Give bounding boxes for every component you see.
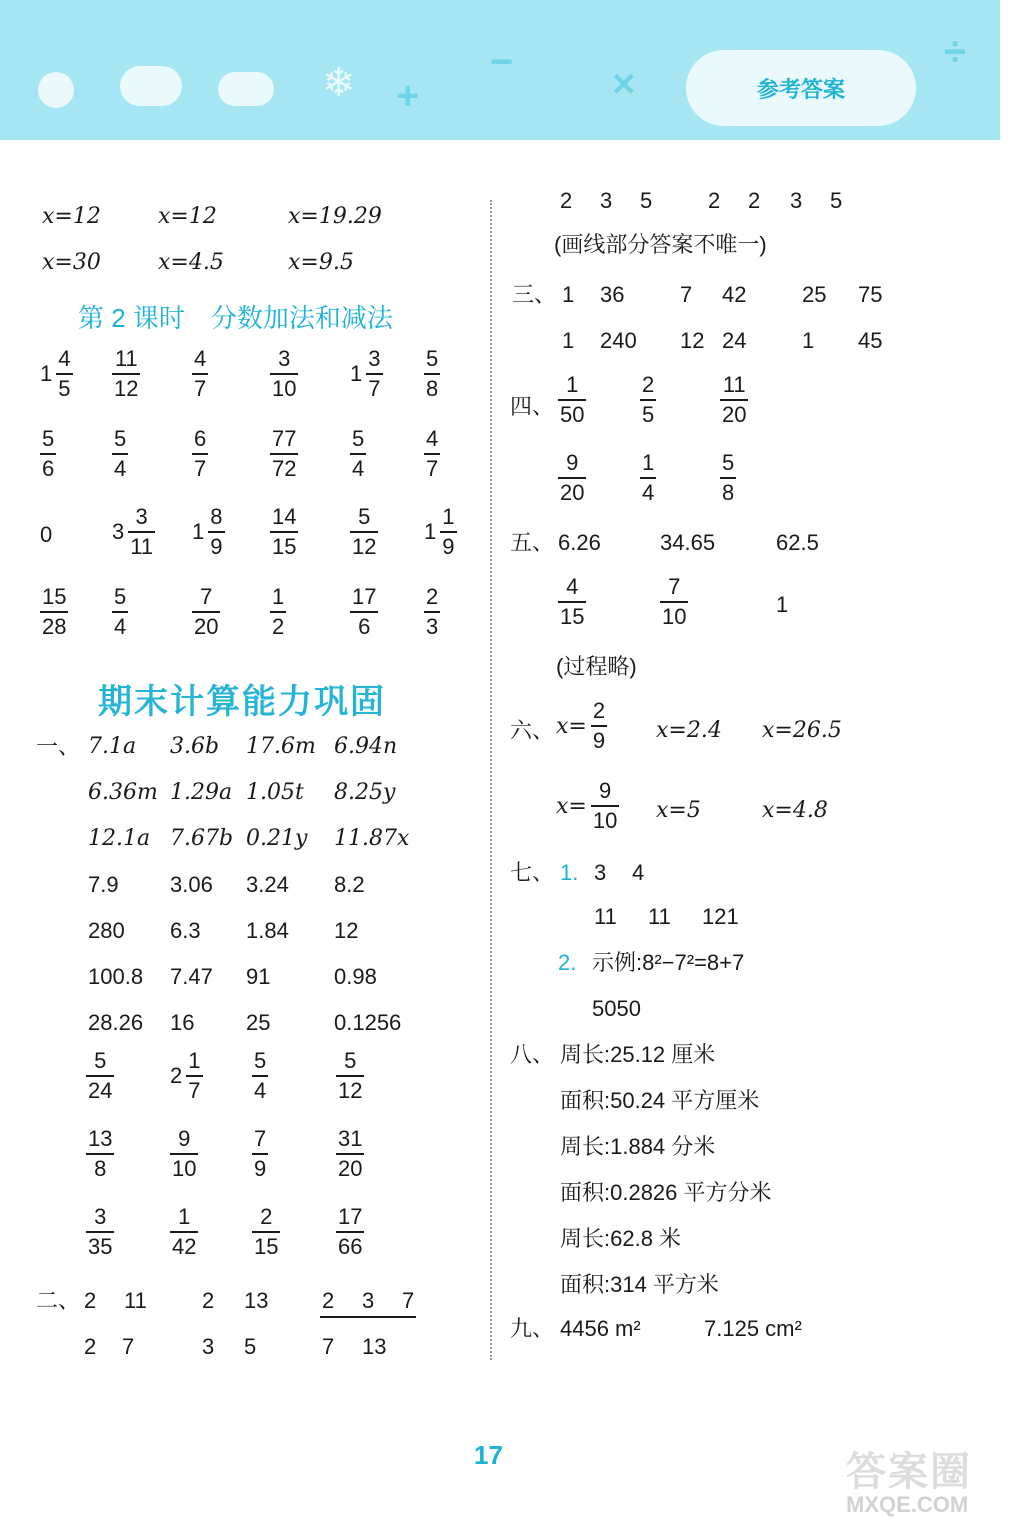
fraction <box>170 1206 198 1258</box>
equation-answer: x=19.29 <box>288 204 382 229</box>
cloud-icon <box>120 66 182 106</box>
answer-value: 7 <box>402 1288 415 1313</box>
numerator: 3 <box>368 346 381 371</box>
answer-value: 1.29a <box>170 780 233 805</box>
numerator: 5 <box>42 426 55 451</box>
fraction <box>252 1050 268 1102</box>
numerator: 8 <box>210 504 223 529</box>
denominator: 15 <box>270 531 298 558</box>
denominator: 9 <box>252 1153 268 1180</box>
answer-value: 100.8 <box>88 964 144 989</box>
fraction <box>128 506 155 558</box>
answer-value: 2 <box>560 188 573 213</box>
denominator: 4 <box>640 477 656 504</box>
numerator: 7 <box>254 1126 267 1151</box>
answer-value: 3.06 <box>170 872 213 897</box>
numerator: 4 <box>426 426 439 451</box>
item-number: 2. <box>558 950 577 975</box>
denominator: 10 <box>660 601 688 628</box>
denominator: 28 <box>40 611 68 638</box>
fraction <box>558 576 586 628</box>
numerator: 2 <box>592 698 606 723</box>
answer-value: 7.67b <box>170 826 234 851</box>
numerator: 2 <box>260 1204 273 1229</box>
equation-answer: x=4.8 <box>762 798 828 823</box>
answer-value: 12 <box>334 918 359 943</box>
numerator: 9 <box>598 778 612 803</box>
fraction <box>350 586 378 638</box>
answer-value: 3.6b <box>170 734 220 759</box>
answer-value: 2 <box>84 1334 97 1359</box>
answer-value: 240 <box>600 328 637 353</box>
fraction <box>270 348 298 400</box>
denominator: 9 <box>591 725 607 752</box>
equation-answer: x=2.4 <box>656 718 722 743</box>
item-number: 1. <box>560 860 579 885</box>
answer-value: 121 <box>702 904 739 929</box>
minus-icon: − <box>490 40 514 84</box>
mixed-number <box>424 506 457 558</box>
whole-part: 1 <box>350 361 363 386</box>
answer-value: 1 <box>776 592 789 617</box>
answer-value: 7.1a <box>88 734 137 759</box>
answer-value: 13 <box>244 1288 269 1313</box>
numerator: 1 <box>188 1048 201 1073</box>
fraction <box>336 1206 364 1258</box>
section-label: 一、 <box>36 734 81 759</box>
sun-icon <box>38 72 74 108</box>
fraction <box>660 576 688 628</box>
fraction <box>192 586 220 638</box>
answer-value: 5 <box>640 188 653 213</box>
area-answer: 7.125 cm² <box>704 1316 802 1341</box>
denominator: 7 <box>424 453 440 480</box>
answer-value: 6.94n <box>334 734 398 759</box>
whole-part: 2 <box>170 1063 183 1088</box>
equation-answer: x=12 <box>158 204 217 229</box>
answer-value: 1.05t <box>246 780 304 805</box>
denominator: 5 <box>640 399 656 426</box>
denominator: 7 <box>192 453 208 480</box>
fraction <box>40 428 56 480</box>
denominator: 11 <box>128 531 155 558</box>
answer-value: 75 <box>858 282 883 307</box>
numerator: 2 <box>642 372 655 397</box>
fraction <box>440 506 456 558</box>
note: (画线部分答案不唯一) <box>554 232 767 257</box>
fraction <box>336 1128 364 1180</box>
numerator: 5 <box>254 1048 267 1073</box>
numerator: 15 <box>42 584 67 609</box>
equation-prefix: x= <box>556 793 587 819</box>
answer-value: 2 <box>84 1288 97 1313</box>
answer-value: 25 <box>802 282 827 307</box>
section-label: 九、 <box>510 1316 555 1341</box>
fraction <box>86 1128 114 1180</box>
fraction <box>270 586 286 638</box>
fraction <box>186 1050 202 1102</box>
denominator: 2 <box>270 611 286 638</box>
denominator: 4 <box>252 1075 268 1102</box>
fraction <box>56 348 72 400</box>
mixed-number <box>192 506 225 558</box>
answer-value: 11 <box>648 904 671 929</box>
numerator: 1 <box>566 372 579 397</box>
mixed-number <box>170 1050 203 1102</box>
answer-value: 16 <box>170 1010 195 1035</box>
numerator: 5 <box>114 584 127 609</box>
numerator: 17 <box>338 1204 363 1229</box>
answer-value: 42 <box>722 282 747 307</box>
answer-value: 1.84 <box>246 918 289 943</box>
section-label: 四、 <box>510 394 555 419</box>
answer-value: 5050 <box>592 996 641 1021</box>
answer-value: 5 <box>830 188 843 213</box>
section-title: 期末计算能力巩固 <box>98 683 386 721</box>
snowflake-icon: ❄ <box>322 61 356 105</box>
fraction <box>350 428 366 480</box>
numerator: 14 <box>272 504 297 529</box>
answer-value: 280 <box>88 918 125 943</box>
answer-value: 6.3 <box>170 918 201 943</box>
denominator: 72 <box>270 453 298 480</box>
answer-value: 45 <box>858 328 883 353</box>
watermark-logo: 答案圈 <box>846 1450 972 1494</box>
numerator: 1 <box>642 450 655 475</box>
denominator: 10 <box>270 373 298 400</box>
answer-value: 8.25y <box>334 780 396 805</box>
answer-value: 3 <box>362 1288 375 1313</box>
fraction <box>208 506 224 558</box>
section-label: 八、 <box>510 1042 555 1067</box>
fraction <box>558 374 586 426</box>
answer-value: 11 <box>124 1288 147 1313</box>
measurement: 面积:0.2826 平方分米 <box>560 1180 772 1205</box>
whole-part: 1 <box>192 519 205 544</box>
answer-value: 3 <box>790 188 803 213</box>
fraction <box>640 374 656 426</box>
denominator: 20 <box>192 611 220 638</box>
underline-mark <box>320 1316 416 1318</box>
column-divider <box>490 200 492 1360</box>
section-label: 三、 <box>512 282 557 307</box>
numerator: 9 <box>178 1126 191 1151</box>
denominator: 3 <box>424 611 440 638</box>
denominator: 7 <box>186 1075 202 1102</box>
fraction <box>720 374 748 426</box>
fraction <box>336 1050 364 1102</box>
numerator: 3 <box>135 504 148 529</box>
denominator: 66 <box>336 1231 364 1258</box>
answer-value: 24 <box>722 328 747 353</box>
measurement: 周长:1.884 分米 <box>560 1134 716 1159</box>
denominator: 8 <box>424 373 440 400</box>
numerator: 11 <box>114 346 138 371</box>
denominator: 8 <box>86 1153 114 1180</box>
watermark-url: MXQE.COM <box>846 1492 969 1517</box>
answer-value: 1 <box>802 328 815 353</box>
answer-value: 6.36m <box>88 780 158 805</box>
numerator: 5 <box>344 1048 357 1073</box>
denominator: 12 <box>112 373 140 400</box>
fraction <box>112 348 140 400</box>
fraction <box>252 1128 268 1180</box>
denominator: 15 <box>252 1231 280 1258</box>
equation-answer: x=30 <box>42 250 101 275</box>
answer-value: 2 <box>708 188 721 213</box>
denominator: 9 <box>440 531 456 558</box>
answer-key-title: 参考答案 <box>686 50 916 126</box>
denominator: 4 <box>112 453 128 480</box>
measurement: 周长:62.8 米 <box>560 1226 682 1251</box>
section-label: 七、 <box>510 860 555 885</box>
answer-value: 25 <box>246 1010 271 1035</box>
numerator: 6 <box>194 426 207 451</box>
denominator: 20 <box>336 1153 364 1180</box>
numerator: 11 <box>722 372 746 397</box>
fraction <box>640 452 656 504</box>
fraction <box>112 428 128 480</box>
equation-prefix: x= <box>556 713 587 739</box>
answer-value: 0.21y <box>246 826 308 851</box>
answer-value: 7 <box>122 1334 135 1359</box>
numerator: 5 <box>358 504 371 529</box>
numerator: 1 <box>272 584 285 609</box>
answer-value: 12.1a <box>88 826 151 851</box>
fraction <box>424 586 440 638</box>
numerator: 5 <box>94 1048 107 1073</box>
denominator: 24 <box>86 1075 114 1102</box>
answer-value: 11 <box>594 904 617 929</box>
denominator: 7 <box>192 373 208 400</box>
answer-value: 0 <box>40 522 53 547</box>
denominator: 9 <box>208 531 224 558</box>
denominator: 42 <box>170 1231 198 1258</box>
equation-fraction <box>556 700 607 752</box>
answer-value: 1 <box>562 328 575 353</box>
divide-icon: ÷ <box>944 30 966 74</box>
fraction <box>86 1206 114 1258</box>
numerator: 1 <box>442 504 455 529</box>
fraction <box>591 700 607 752</box>
numerator: 5 <box>352 426 365 451</box>
denominator: 12 <box>336 1075 364 1102</box>
fraction <box>192 428 208 480</box>
answer-value: 91 <box>246 964 271 989</box>
denominator: 35 <box>86 1231 114 1258</box>
answer-value: 3 <box>594 860 607 885</box>
numerator: 2 <box>426 584 439 609</box>
answer-value: 13 <box>362 1334 387 1359</box>
numerator: 3 <box>278 346 291 371</box>
section-label: 六、 <box>510 718 555 743</box>
answer-value: 2 <box>322 1288 335 1313</box>
numerator: 7 <box>200 584 213 609</box>
fraction <box>424 348 440 400</box>
answer-value: 8.2 <box>334 872 365 897</box>
answer-value: 17.6m <box>246 734 316 759</box>
answer-value: 4 <box>632 860 645 885</box>
denominator: 7 <box>366 373 382 400</box>
page-number: 17 <box>474 1440 503 1470</box>
fraction <box>424 428 440 480</box>
answer-value: 1 <box>562 282 575 307</box>
numerator: 5 <box>114 426 127 451</box>
fraction <box>270 428 298 480</box>
fraction <box>192 348 208 400</box>
equation-fraction <box>556 780 619 832</box>
numerator: 4 <box>58 346 71 371</box>
denominator: 10 <box>170 1153 198 1180</box>
equation-answer: x=5 <box>656 798 701 823</box>
fraction <box>40 586 68 638</box>
mixed-number <box>350 348 383 400</box>
answer-value: 5 <box>244 1334 257 1359</box>
answer-value: 34.65 <box>660 530 716 555</box>
lesson-heading: 第 2 课时 分数加法和减法 <box>78 303 393 333</box>
denominator: 5 <box>56 373 72 400</box>
answer-value: 0.1256 <box>334 1010 402 1035</box>
denominator: 20 <box>720 399 748 426</box>
denominator: 8 <box>720 477 736 504</box>
denominator: 10 <box>591 805 619 832</box>
answer-value: 7 <box>322 1334 335 1359</box>
denominator: 4 <box>350 453 366 480</box>
answer-value: 3.24 <box>246 872 289 897</box>
measurement: 面积:50.24 平方厘米 <box>560 1088 760 1113</box>
note: (过程略) <box>556 654 637 679</box>
answer-value: 12 <box>680 328 705 353</box>
mixed-number <box>112 506 155 558</box>
denominator: 6 <box>40 453 56 480</box>
fraction <box>350 506 378 558</box>
denominator: 15 <box>558 601 586 628</box>
numerator: 7 <box>668 574 681 599</box>
denominator: 50 <box>558 399 586 426</box>
numerator: 77 <box>272 426 297 451</box>
equation-answer: x=9.5 <box>288 250 354 275</box>
plus-icon: + <box>396 74 420 118</box>
answer-value: 36 <box>600 282 625 307</box>
numerator: 4 <box>194 346 207 371</box>
numerator: 9 <box>566 450 579 475</box>
equation-answer: x=26.5 <box>762 718 842 743</box>
answer-value: 2 <box>748 188 761 213</box>
numerator: 5 <box>426 346 439 371</box>
fraction <box>86 1050 114 1102</box>
answer-value: 7.47 <box>170 964 213 989</box>
measurement: 面积:314 平方米 <box>560 1272 719 1297</box>
fraction <box>366 348 382 400</box>
fraction <box>270 506 298 558</box>
area-answer: 4456 m² <box>560 1316 641 1341</box>
measurement: 周长:25.12 厘米 <box>560 1042 716 1067</box>
answer-value: 11.87x <box>334 826 410 851</box>
denominator: 4 <box>112 611 128 638</box>
answer-value: 3 <box>600 188 613 213</box>
answer-value: 0.98 <box>334 964 377 989</box>
answer-value: 2 <box>202 1288 215 1313</box>
answer-value: 28.26 <box>88 1010 144 1035</box>
answer-value: 7.9 <box>88 872 119 897</box>
answer-value: 6.26 <box>558 530 601 555</box>
section-label: 五、 <box>510 530 555 555</box>
equation-answer: x=4.5 <box>158 250 224 275</box>
numerator: 4 <box>566 574 579 599</box>
whole-part: 1 <box>40 361 53 386</box>
denominator: 20 <box>558 477 586 504</box>
numerator: 1 <box>178 1204 191 1229</box>
fraction <box>591 780 619 832</box>
fraction <box>112 586 128 638</box>
answer-value: 3 <box>202 1334 215 1359</box>
rain-cloud-icon <box>218 72 274 106</box>
mixed-number <box>40 348 73 400</box>
fraction <box>252 1206 280 1258</box>
equation-answer: x=12 <box>42 204 101 229</box>
numerator: 17 <box>352 584 377 609</box>
fraction <box>720 452 736 504</box>
denominator: 6 <box>350 611 378 638</box>
denominator: 12 <box>350 531 378 558</box>
answer-value: 62.5 <box>776 530 819 555</box>
whole-part: 3 <box>112 519 125 544</box>
answer-value: 7 <box>680 282 693 307</box>
fraction <box>170 1128 198 1180</box>
header-banner <box>0 0 1000 140</box>
whole-part: 1 <box>424 519 437 544</box>
numerator: 31 <box>338 1126 363 1151</box>
times-icon: × <box>612 62 636 106</box>
example-text: 示例:8²−7²=8+7 <box>592 950 745 975</box>
numerator: 5 <box>722 450 735 475</box>
fraction <box>558 452 586 504</box>
numerator: 3 <box>94 1204 107 1229</box>
numerator: 13 <box>88 1126 113 1151</box>
section-label: 二、 <box>36 1288 81 1313</box>
